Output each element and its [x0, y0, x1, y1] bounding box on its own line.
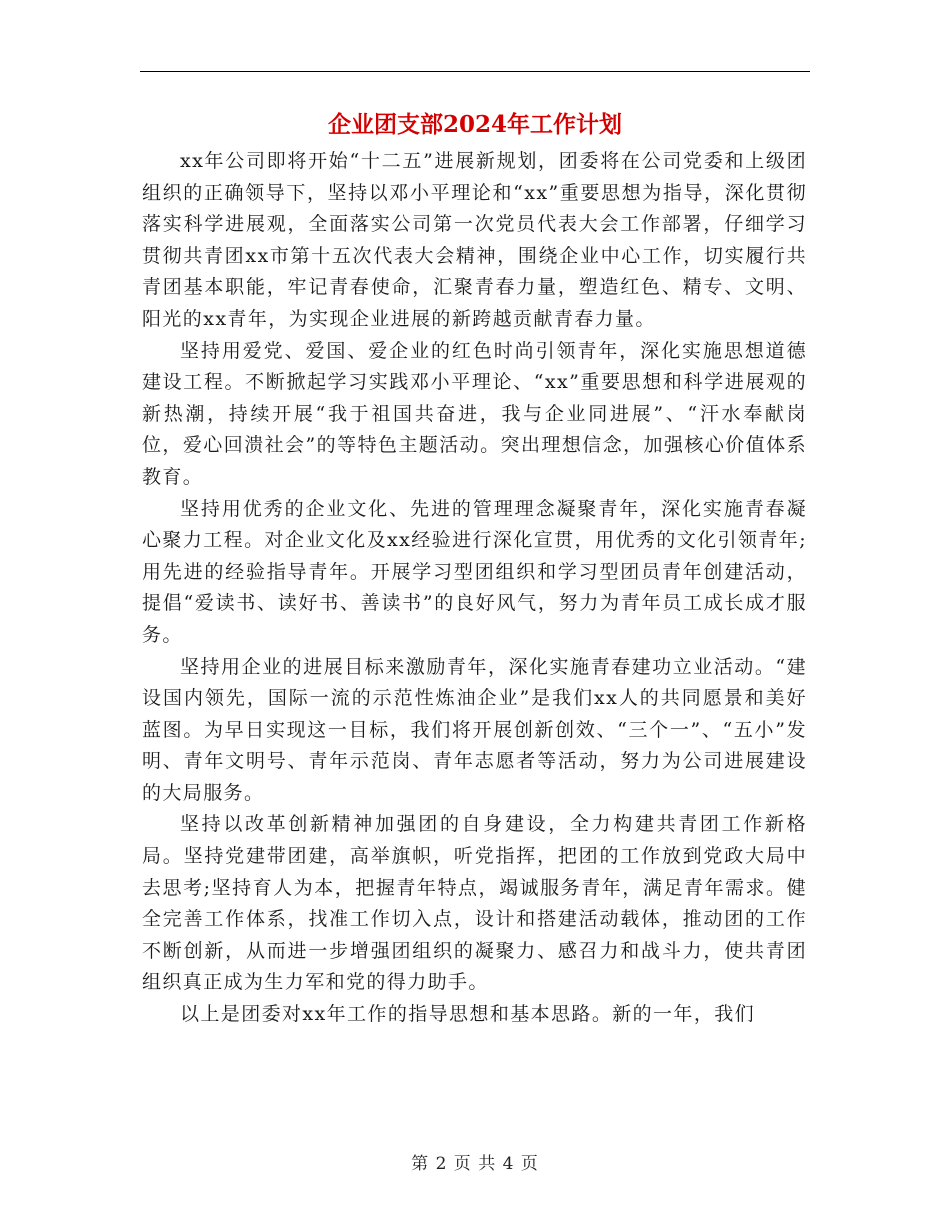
paragraph-2: 坚持用爱党、爱国、爱企业的红色时尚引领青年，深化实施思想道德建设工程。不断掀起学习实践邓小平理论、“xx”重要思想和科学进展观的新热潮，持续开展“我于祖国共奋进，我与企业同进展”、“汗水奉献岗位，爱心回溃社会”的等特色主题活动。突出理想信念，加强核心价值体系教育。 — [142, 339, 807, 488]
paragraph-5: 坚持以改革创新精神加强团的自身建设，全力构建共青团工作新格局。坚持党建带团建，高举旗帜，听党指挥，把团的工作放到党政大局中去思考;坚持育人为本，把握青年特点，竭诚服务青年，满足青年需求。健全完善工作体系，找准工作切入点，设计和搭建活动载体，推动团的工作不断创新，从而进一步增强团组织的凝聚力、感召力和战斗力，使共青团组织真正成为生力军和党的得力助手。 — [142, 813, 807, 994]
document-title: 企业团支部2024年工作计划 — [327, 111, 622, 138]
paragraph-1: xx年公司即将开始“十二五”进展新规划，团委将在公司党委和上级团组织的正确领导下，坚持以邓小平理论和“xx”重要思想为指导，深化贯彻落实科学进展观，全面落实公司第一次党员代表大会工作部署，仔细学习贯彻共青团xx市第十五次代表大会精神，围绕企业中心工作，切实履行共青团基本职能，牢记青春使命，汇聚青春力量，塑造红色、精专、文明、阳光的xx青年，为实现企业进展的新跨越贡献青春力量。 — [142, 150, 807, 330]
paragraph-4: 坚持用企业的进展目标来激励青年，深化实施青春建功立业活动。“建设国内领先，国际一流的示范性炼油企业”是我们xx人的共同愿景和美好蓝图。为早日实现这一目标，我们将开展创新创效、“三个一”、“五小”发明、青年文明号、青年示范岗、青年志愿者等活动，努力为公司进展建设的大局服务。 — [142, 655, 807, 804]
paragraph-3: 坚持用优秀的企业文化、先进的管理理念凝聚青年，深化实施青春凝心聚力工程。对企业文化及xx经验进行深化宣贯，用优秀的文化引领青年;用先进的经验指导青年。开展学习型团组织和学习型团员青年创建活动，提倡“爱读书、读好书、善读书”的良好风气，努力为青年员工成长成才服务。 — [142, 497, 807, 646]
paragraph-6: 以上是团委对xx年工作的指导思想和基本思路。新的一年，我们 — [180, 1003, 756, 1026]
document-body — [142, 146, 807, 1031]
header-rule — [140, 71, 810, 72]
page-number-footer: 第 2 页 共 4 页 — [411, 1154, 539, 1174]
